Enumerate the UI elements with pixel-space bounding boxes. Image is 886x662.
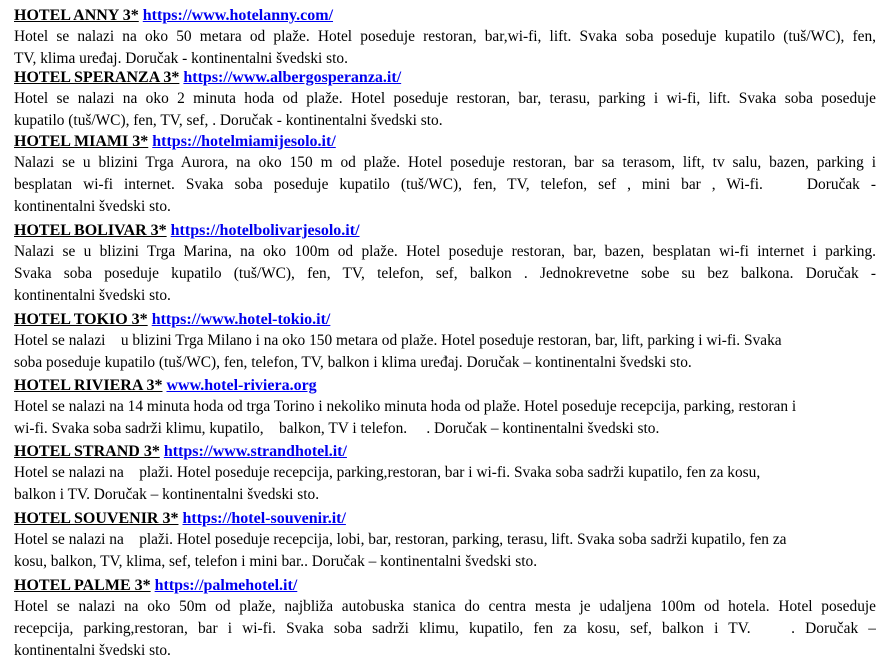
hotel-name: HOTEL SOUVENIR 3* bbox=[14, 510, 179, 527]
hotel-entry-speranza bbox=[14, 68, 876, 132]
hotel-name: HOTEL SPERANZA 3* bbox=[14, 69, 180, 86]
hotel-entry-riviera bbox=[14, 376, 876, 440]
description-line: Nalazi se u blizini Trga Marina, na oko 100m od plaže. Hotel poseduje restoran, bar, bazen, besplatan wi-fi internet i parking. bbox=[14, 243, 876, 260]
description-line: Hotel se nalazi u blizini Trga Milano i na oko 150 metara od plaže. Hotel poseduje restoran, bar, lift, parking i wi-fi. Svaka bbox=[14, 332, 782, 349]
description-line: kosu, balkon, TV, klima, sef, telefon i mini bar.. Doručak – kontinentalni švedski sto. bbox=[14, 553, 538, 570]
hotel-description bbox=[14, 462, 876, 506]
hotel-heading bbox=[14, 576, 876, 596]
hotel-link[interactable]: https://hotelbolivarjesolo.it/ bbox=[170, 222, 360, 239]
description-line: besplatan wi-fi internet. Svaka soba poseduje kupatilo (tuš/WC), fen, TV, telefon, sef , mini bar , Wi-fi. Doručak - bbox=[14, 176, 876, 193]
description-line: kontinentalni švedski sto. bbox=[14, 642, 171, 659]
hotel-link[interactable]: https://www.hotelanny.com/ bbox=[142, 7, 334, 24]
hotel-heading bbox=[14, 221, 876, 241]
description-line: kupatilo (tuš/WC), fen, TV, sef, . Doručak - kontinentalni švedski sto. bbox=[14, 112, 443, 129]
hotel-description bbox=[14, 241, 876, 307]
hotel-heading bbox=[14, 509, 876, 529]
hotel-heading bbox=[14, 68, 876, 88]
description-line: Svaka soba poseduje kupatilo (tuš/WC), fen, TV, telefon, sef, balkon . Jednokrevetne sobe su bez balkona. Doručak - bbox=[14, 265, 876, 282]
hotel-heading bbox=[14, 442, 876, 462]
hotel-heading bbox=[14, 310, 876, 330]
hotel-link[interactable]: https://www.strandhotel.it/ bbox=[163, 443, 347, 460]
hotel-name: HOTEL TOKIO 3* bbox=[14, 311, 148, 328]
hotel-heading bbox=[14, 132, 876, 152]
hotel-link[interactable]: www.hotel-riviera.org bbox=[166, 377, 317, 394]
hotel-link[interactable]: https://www.hotel-tokio.it/ bbox=[151, 311, 331, 328]
hotel-link[interactable]: https://www.albergosperanza.it/ bbox=[183, 69, 402, 86]
hotel-link[interactable]: https://palmehotel.it/ bbox=[154, 577, 298, 594]
hotel-description bbox=[14, 26, 876, 70]
description-line: Hotel se nalazi na oko 2 minuta hoda od plaže. Hotel poseduje restoran, bar, terasu, parking i wi-fi, lift. Svaka soba poseduje bbox=[14, 90, 876, 107]
hotel-entry-miami bbox=[14, 132, 876, 218]
hotel-entry-palme bbox=[14, 576, 876, 662]
hotel-name: HOTEL MIAMI 3* bbox=[14, 133, 149, 150]
description-line: Hotel se nalazi na oko 50m od plaže, najbliža autobuska stanica do centra mesta je udaljena 100m od hotela. Hotel poseduje bbox=[14, 598, 876, 615]
description-line: Hotel se nalazi na oko 50 metara od plaže. Hotel poseduje restoran, bar,wi-fi, lift. Svaka soba poseduje kupatilo (tuš/WC), fen, bbox=[14, 28, 876, 45]
hotel-description bbox=[14, 529, 876, 573]
hotel-description bbox=[14, 396, 876, 440]
hotel-description bbox=[14, 88, 876, 132]
description-line: soba poseduje kupatilo (tuš/WC), fen, telefon, TV, balkon i klima uređaj. Doručak – kontinentalni švedski sto. bbox=[14, 354, 692, 371]
hotel-name: HOTEL ANNY 3* bbox=[14, 7, 139, 24]
description-line: TV, klima uređaj. Doručak - kontinentalni švedski sto. bbox=[14, 50, 348, 67]
description-line: Hotel se nalazi na 14 minuta hoda od trga Torino i nekoliko minuta hoda od plaže. Hotel poseduje recepcija, parking, restoran i bbox=[14, 398, 797, 415]
hotel-entry-bolivar bbox=[14, 221, 876, 307]
description-line: balkon i TV. Doručak – kontinentalni švedski sto. bbox=[14, 486, 320, 503]
hotel-description bbox=[14, 330, 876, 374]
description-line: Nalazi se u blizini Trga Aurora, na oko 150 m od plaže. Hotel poseduje restoran, bar sa terasom, lift, tv salu, bazen, parking i bbox=[14, 154, 876, 171]
hotel-link[interactable]: https://hotel-souvenir.it/ bbox=[182, 510, 346, 527]
hotel-description bbox=[14, 596, 876, 662]
hotel-entry-strand bbox=[14, 442, 876, 506]
hotel-heading bbox=[14, 6, 876, 26]
hotel-name: HOTEL STRAND 3* bbox=[14, 443, 160, 460]
description-line: recepcija, parking,restoran, bar i wi-fi. Svaka soba sadrži klimu, kupatilo, fen za kosu, sef, balkon i TV. . Doručak – bbox=[14, 620, 876, 637]
description-line: kontinentalni švedski sto. bbox=[14, 198, 171, 215]
hotel-name: HOTEL RIVIERA 3* bbox=[14, 377, 163, 394]
description-line: kontinentalni švedski sto. bbox=[14, 287, 171, 304]
hotel-entry-souvenir bbox=[14, 509, 876, 573]
description-line: Hotel se nalazi na plaži. Hotel poseduje recepcija, lobi, bar, restoran, parking, terasu, lift. Svaka soba sadrži kupatilo, fen za bbox=[14, 531, 787, 548]
description-line: wi-fi. Svaka soba sadrži klimu, kupatilo, balkon, TV i telefon. . Doručak – kontinentalni švedski sto. bbox=[14, 420, 660, 437]
description-line: Hotel se nalazi na plaži. Hotel poseduje recepcija, parking,restoran, bar i wi-fi. Svaka soba sadrži kupatilo, fen za kosu, bbox=[14, 464, 761, 481]
hotel-name: HOTEL BOLIVAR 3* bbox=[14, 222, 167, 239]
hotel-entry-anny bbox=[14, 6, 876, 70]
hotel-link[interactable]: https://hotelmiamijesolo.it/ bbox=[152, 133, 336, 150]
hotel-name: HOTEL PALME 3* bbox=[14, 577, 151, 594]
hotel-heading bbox=[14, 376, 876, 396]
hotel-description bbox=[14, 152, 876, 218]
hotel-entry-tokio bbox=[14, 310, 876, 374]
